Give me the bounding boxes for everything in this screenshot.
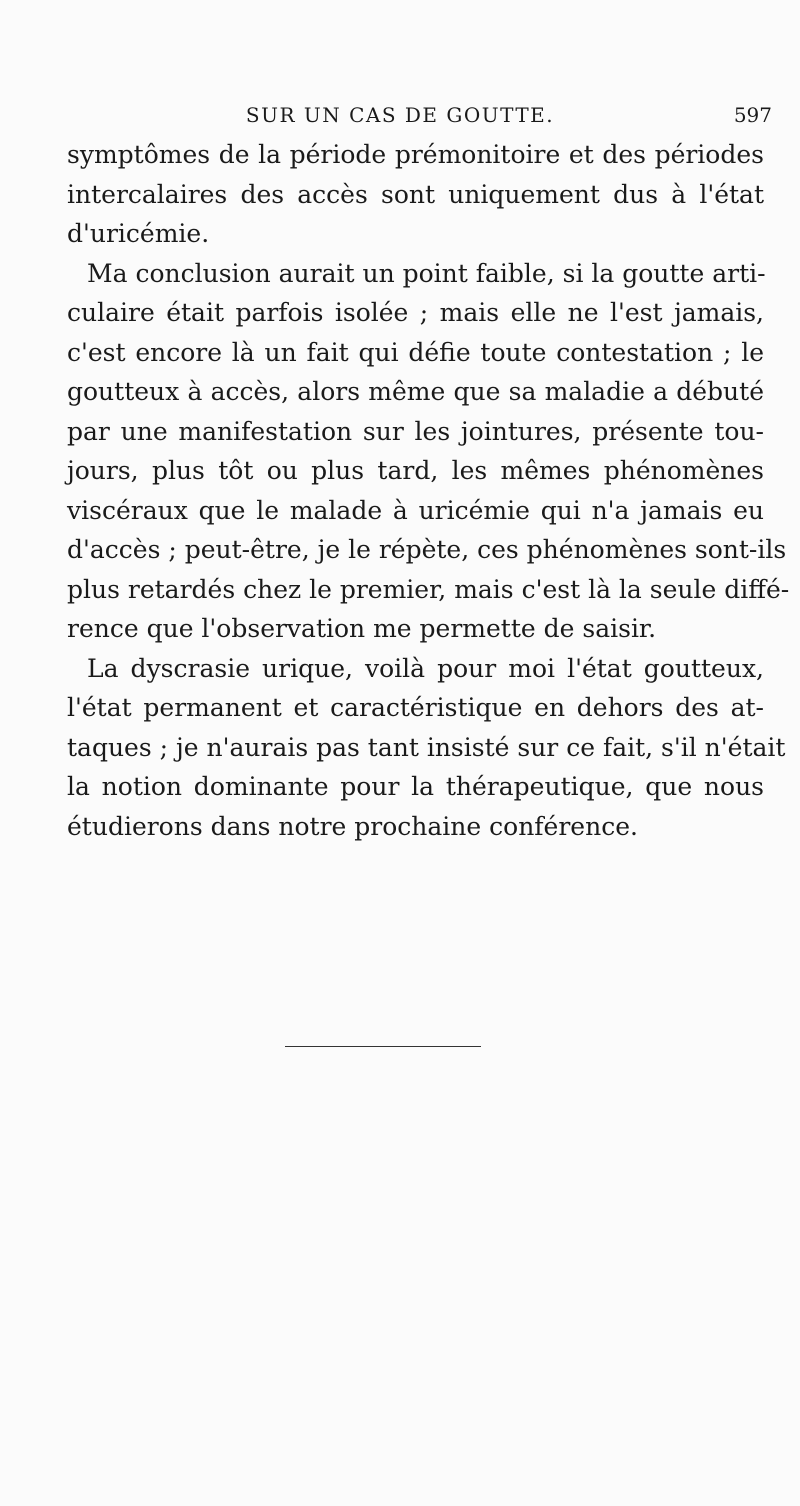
text-line: rence que l'observation me permette de saisir. [67,614,657,643]
text-line: jours, plus tôt ou plus tard, les mêmes phénomènes [67,456,764,485]
page-number: 597 [733,103,772,127]
text-line: l'état permanent et caractéristique en dehors des at- [67,693,764,722]
text-line: culaire était parfois isolée ; mais elle ne l'est jamais, [67,298,764,327]
text-line: plus retardés chez le premier, mais c'est là la seule diffé- [67,574,790,604]
text-line: symptômes de la période prémonitoire et des périodes [67,140,764,169]
running-title: SUR UN CAS DE GOUTTE. [245,103,555,127]
running-head [0,100,800,130]
text-line: goutteux à accès, alors même que sa maladie a débuté [67,377,764,406]
section-end-rule [285,1046,481,1047]
paragraph [67,254,790,649]
text-line: c'est encore là un fait qui défie toute contestation ; le [67,337,764,367]
text-line: par une manifestation sur les jointures, présente tou- [67,416,764,446]
body-text [67,135,790,846]
text-line: Ma conclusion aurait un point faible, si la goutte arti- [87,258,766,288]
text-line: la notion dominante pour la thérapeutique, que nous [67,772,764,801]
text-line: d'accès ; peut-être, je le répète, ces phénomènes sont-ils [67,535,787,564]
text-line: La dyscrasie urique, voilà pour moi l'état goutteux, [87,653,764,683]
paragraph [67,135,764,254]
text-line: intercalaires des accès sont uniquement dus à l'état [67,179,764,209]
text-line: viscéraux que le malade à uricémie qui n'a jamais eu [67,495,764,525]
text-line: d'uricémie. [67,219,210,248]
text-line: taques ; je n'aurais pas tant insisté sur ce fait, s'il n'était [67,732,786,762]
text-line: étudierons dans notre prochaine conférence. [67,811,638,841]
paragraph [67,649,786,847]
